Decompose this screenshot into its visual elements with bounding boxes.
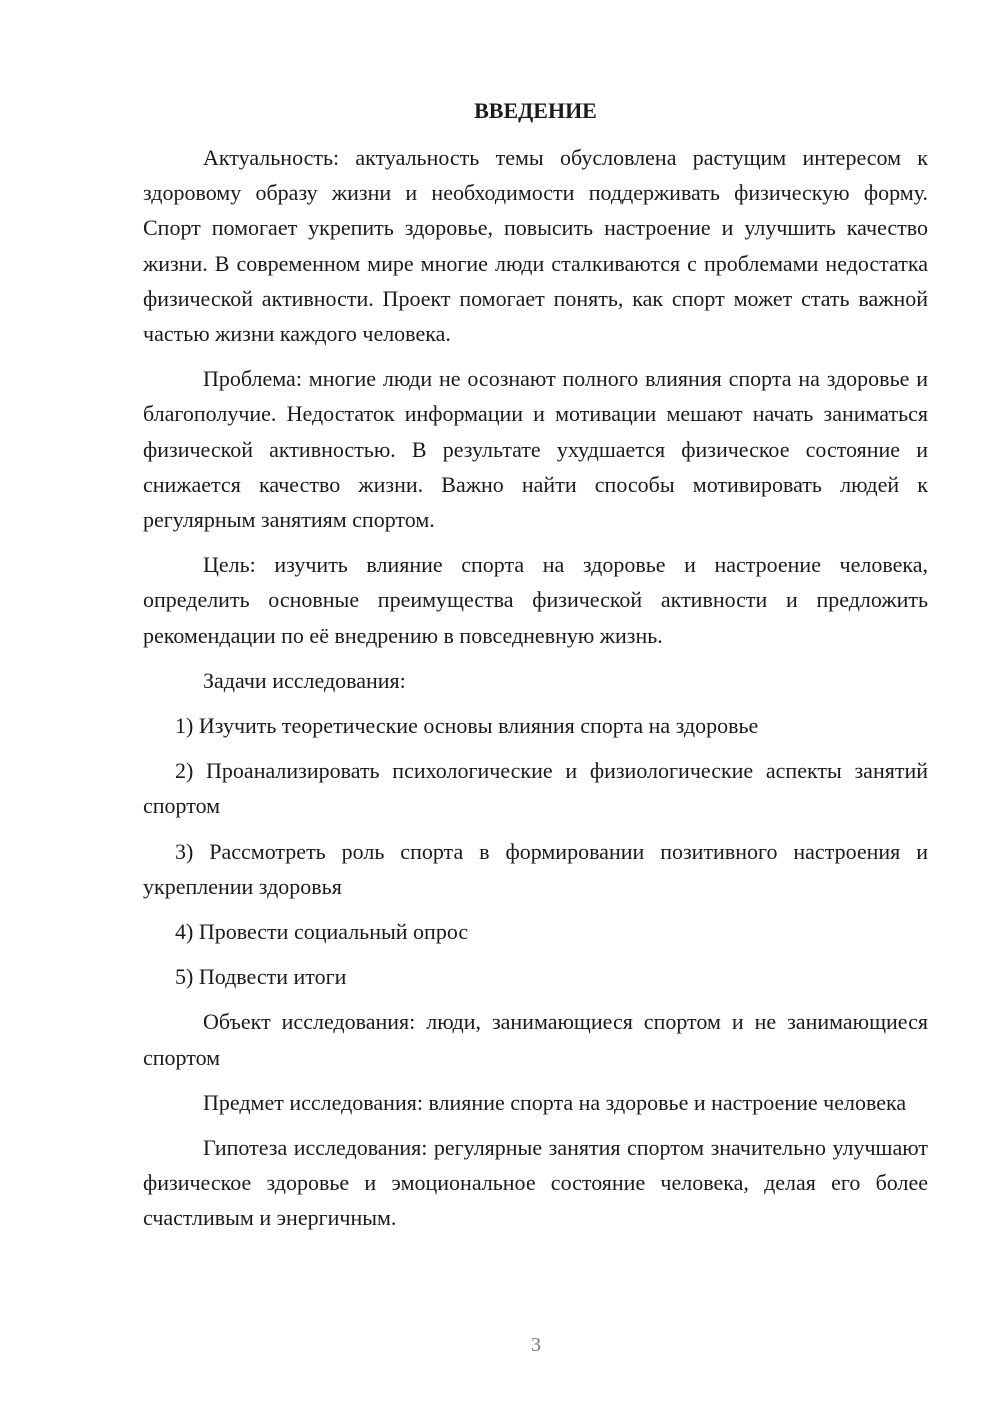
task-item-3: 3) Рассмотреть роль спорта в формировании позитивного настроения и укреплении здоровья [143, 838, 928, 899]
task-item-4: 4) Провести социальный опрос [175, 919, 469, 945]
subject-paragraph: Предмет исследования: влияние спорта на здоровье и настроение человека [203, 1089, 907, 1115]
section-heading: ВВЕДЕНИЕ [474, 98, 597, 123]
page-number: 3 [531, 1334, 541, 1356]
hypothesis-paragraph: Гипотеза исследования: регулярные занятия спортом значительно улучшают физическое здоровье и эмоциональное состояние человека, делая его более счастливым и энергичным. [143, 1135, 928, 1231]
document-page [143, 96, 928, 1236]
problem-paragraph: Проблема: многие люди не осознают полного влияния спорта на здоровье и благополучие. Недостаток информации и мотивации мешают начать заниматься физической активностью. В результате ухудшается физическое состояние и снижается качество жизни. Важно найти способы мотивировать людей к регулярным занятиям спортом. [143, 366, 928, 533]
tasks-heading: Задачи исследования: [203, 667, 406, 693]
task-item-1: 1) Изучить теоретические основы влияния спорта на здоровье [175, 713, 759, 739]
task-item-5: 5) Подвести итоги [175, 964, 347, 990]
goal-paragraph: Цель: изучить влияние спорта на здоровье и настроение человека, определить основные преимущества физической активности и предложить рекомендации по её внедрению в повседневную жизнь. [143, 552, 928, 648]
object-paragraph: Объект исследования: люди, занимающиеся спортом и не занимающиеся спортом [143, 1009, 928, 1070]
task-item-2: 2) Проанализировать психологические и физиологические аспекты занятий спортом [143, 758, 928, 819]
relevance-paragraph: Актуальность: актуальность темы обусловлена растущим интересом к здоровому образу жизни и необходимости поддерживать физическую форму. Спорт помогает укрепить здоровье, повысить настроение и улучшить качество жизни. В современном мире многие люди сталкиваются с проблемами недостатка физической активности. Проект помогает понять, как спорт может стать важной частью жизни каждого человека. [143, 145, 928, 347]
